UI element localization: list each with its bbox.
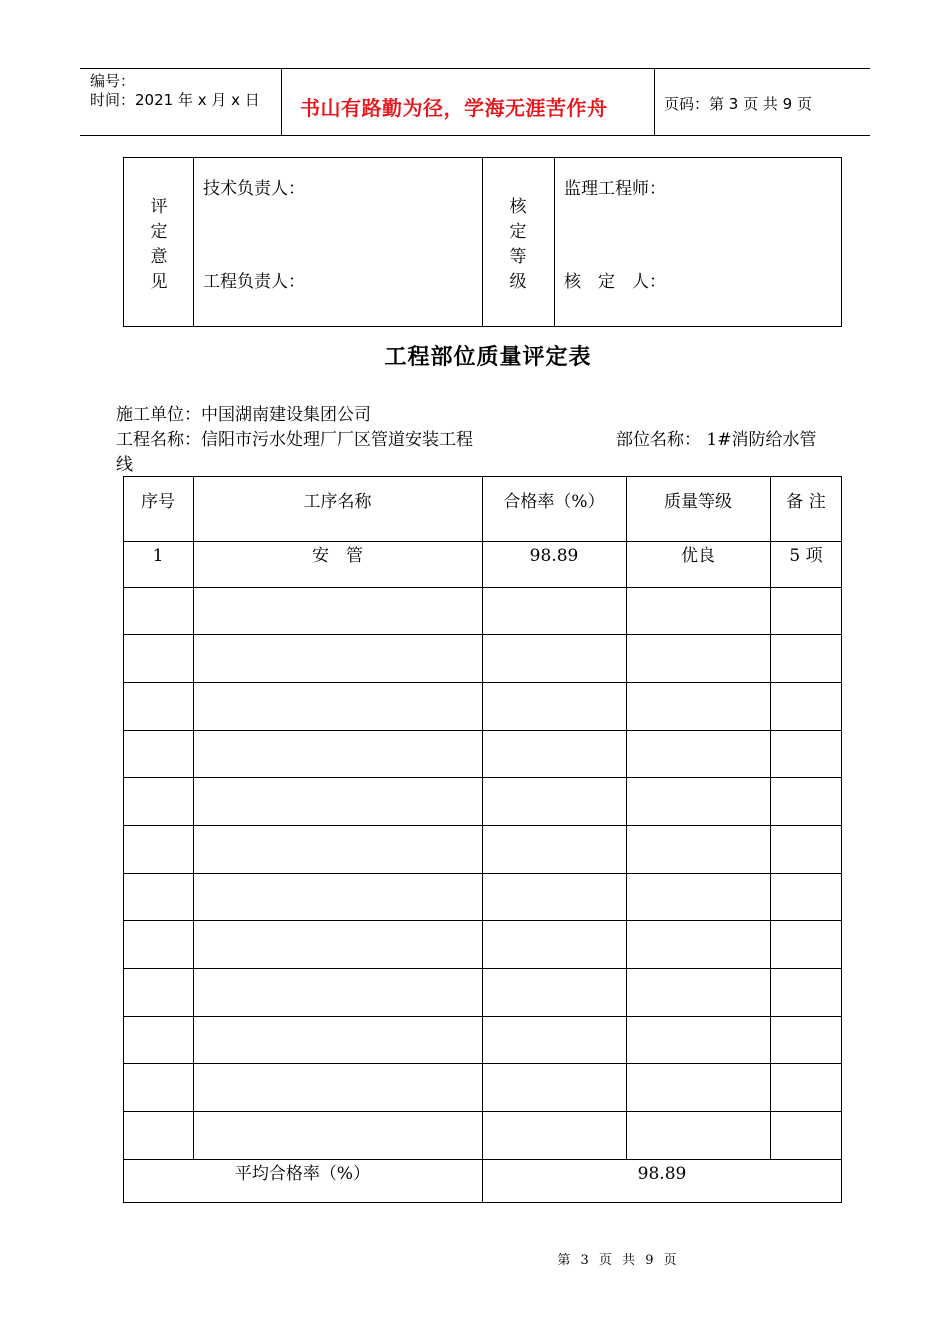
page-info: 页码：第 3 页 共 9 页	[664, 95, 812, 113]
grade-char: 等	[509, 247, 527, 267]
row-divider	[123, 587, 842, 588]
opinion-char: 见	[150, 272, 168, 292]
row-quality-grade: 优良	[681, 546, 715, 566]
row-divider	[123, 1111, 842, 1112]
header-quality-grade: 质量等级	[664, 492, 732, 512]
row-divider	[123, 968, 842, 969]
grade-char: 核	[509, 197, 527, 217]
row-divider	[123, 873, 842, 874]
evaluation-divider	[482, 157, 483, 327]
opinion-char: 意	[150, 247, 168, 267]
row-divider	[123, 1159, 842, 1160]
supervisor-label: 监理工程师：	[564, 179, 666, 199]
time-label: 时间：2021 年 x 月 x 日	[90, 91, 260, 109]
row-divider	[123, 1063, 842, 1064]
header-seq: 序号	[141, 492, 175, 512]
grade-char: 定	[509, 222, 527, 242]
row-seq: 1	[152, 546, 164, 566]
part-name-wrap: 线	[116, 455, 133, 475]
column-divider	[193, 476, 194, 1159]
header-divider	[281, 68, 282, 136]
page-footer: 第 3 页 共 9 页	[557, 1253, 677, 1268]
evaluation-divider	[193, 157, 194, 327]
project-lead-label: 工程负责人：	[203, 272, 305, 292]
project-name-label: 工程名称：信阳市污水处理厂厂区管道安装工程	[116, 430, 473, 450]
opinion-vertical-label	[147, 195, 171, 295]
row-divider	[123, 1016, 842, 1017]
header-process-name: 工序名称	[303, 492, 372, 512]
serial-label: 编号：	[90, 72, 136, 90]
average-value: 98.89	[637, 1164, 687, 1184]
row-divider	[123, 777, 842, 778]
row-divider	[123, 920, 842, 921]
row-pass-rate: 98.89	[529, 546, 579, 566]
evaluation-divider	[554, 157, 555, 327]
grade-vertical-label	[506, 195, 530, 295]
header-divider	[654, 68, 655, 136]
row-process-name: 安 管	[312, 546, 363, 566]
document-title: 工程部位质量评定表	[384, 344, 592, 370]
verifier-label: 核 定 人：	[564, 272, 666, 292]
row-remarks: 5 项	[789, 546, 823, 566]
opinion-char: 评	[150, 197, 168, 217]
opinion-char: 定	[150, 222, 168, 242]
row-divider	[123, 541, 842, 542]
header-pass-rate: 合格率（%）	[503, 492, 605, 512]
column-divider	[482, 476, 483, 1203]
header-remarks: 备 注	[786, 492, 826, 512]
column-divider	[770, 476, 771, 1159]
contractor-label: 施工单位：中国湖南建设集团公司	[116, 405, 371, 425]
header-bottom-rule	[80, 135, 870, 136]
row-divider	[123, 682, 842, 683]
header-top-rule	[80, 68, 870, 69]
motto: 书山有路勤为径，学海无涯苦作舟	[300, 96, 608, 120]
part-name-label: 部位名称： 1#消防给水管	[616, 430, 817, 450]
row-divider	[123, 730, 842, 731]
grade-char: 级	[509, 272, 527, 292]
row-divider	[123, 634, 842, 635]
tech-lead-label: 技术负责人：	[203, 179, 305, 199]
column-divider	[626, 476, 627, 1159]
row-divider	[123, 825, 842, 826]
average-label: 平均合格率（%）	[234, 1164, 371, 1184]
